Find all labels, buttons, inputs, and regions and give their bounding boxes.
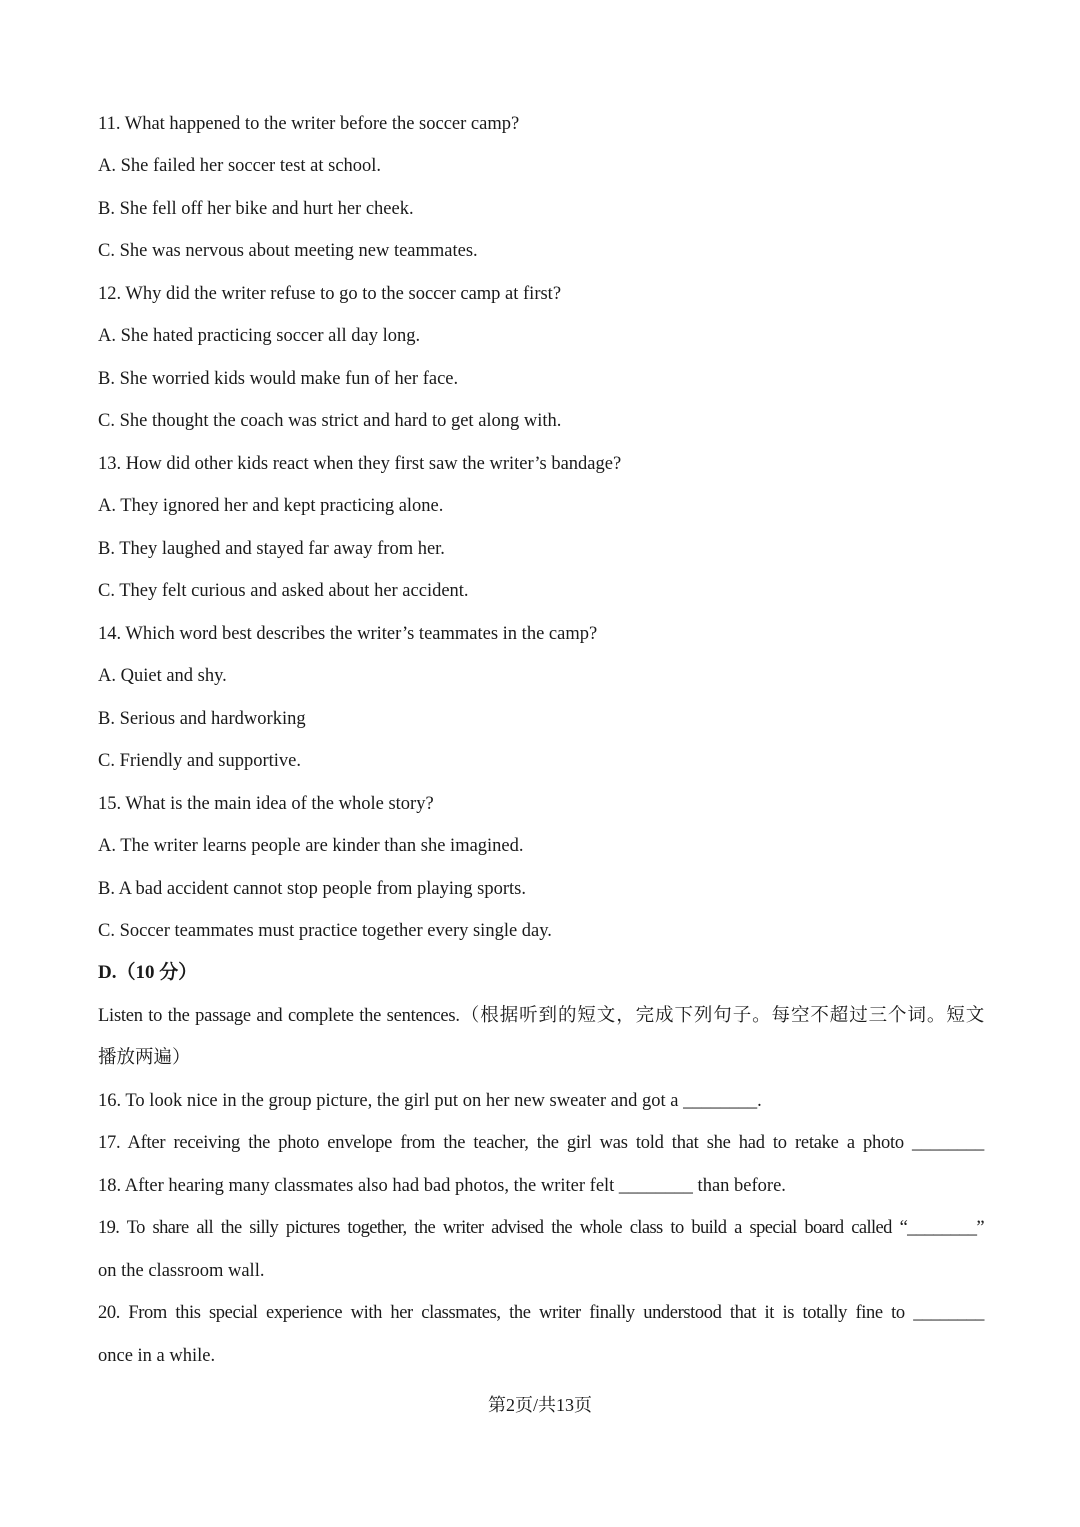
question-12-option-c: C. She thought the coach was strict and hard to get along with.	[98, 411, 562, 431]
question-14-option-a: A. Quiet and shy.	[98, 666, 227, 686]
question-15-option-a: A. The writer learns people are kinder than she imagined.	[98, 836, 524, 856]
question-15-stem: 15. What is the main idea of the whole story?	[98, 794, 434, 814]
section-d-instruction-line1: Listen to the passage and complete the sentences.（根据听到的短文，完成下列句子。每空不超过三个词。短文	[98, 1006, 984, 1026]
question-13-option-c: C. They felt curious and asked about her accident.	[98, 581, 469, 601]
question-12-stem: 12. Why did the writer refuse to go to the soccer camp at first?	[98, 284, 562, 304]
section-d-heading: D.（10 分）	[98, 962, 198, 983]
question-13-option-b: B. They laughed and stayed far away from her.	[98, 539, 445, 559]
sentence-16: 16. To look nice in the group picture, the girl put on her new sweater and got a ________.	[98, 1091, 762, 1111]
sentence-20-line2: once in a while.	[98, 1346, 216, 1366]
question-14-option-b: B. Serious and hardworking	[98, 709, 306, 729]
sentence-19-line1: 19. To share all the silly pictures together, the writer advised the whole class to build a special board called “________”	[98, 1218, 984, 1238]
question-11-option-c: C. She was nervous about meeting new teammates.	[98, 241, 478, 261]
sentence-18: 18. After hearing many classmates also had bad photos, the writer felt ________ than before.	[98, 1176, 786, 1196]
sentence-17: 17. After receiving the photo envelope from the teacher, the girl was told that she had to retake a photo ________	[98, 1133, 984, 1153]
question-12-option-a: A. She hated practicing soccer all day long.	[98, 326, 421, 346]
question-11-option-b: B. She fell off her bike and hurt her cheek.	[98, 199, 414, 219]
question-15-option-c: C. Soccer teammates must practice together every single day.	[98, 921, 552, 941]
question-14-stem: 14. Which word best describes the writer’s teammates in the camp?	[98, 624, 598, 644]
question-11-stem: 11. What happened to the writer before the soccer camp?	[98, 114, 520, 134]
sentence-19-line2: on the classroom wall.	[98, 1261, 265, 1281]
question-13-option-a: A. They ignored her and kept practicing alone.	[98, 496, 444, 516]
question-11-option-a: A. She failed her soccer test at school.	[98, 156, 382, 176]
sentence-20-line1: 20. From this special experience with her classmates, the writer finally understood that it is totally fine to ________	[98, 1303, 984, 1323]
question-13-stem: 13. How did other kids react when they first saw the writer’s bandage?	[98, 454, 622, 474]
question-12-option-b: B. She worried kids would make fun of her face.	[98, 369, 459, 389]
page-number-footer: 第2页/共13页	[487, 1395, 592, 1415]
question-15-option-b: B. A bad accident cannot stop people from playing sports.	[98, 879, 526, 899]
question-14-option-c: C. Friendly and supportive.	[98, 751, 301, 771]
section-d-instruction-line2: 播放两遍）	[98, 1048, 191, 1068]
